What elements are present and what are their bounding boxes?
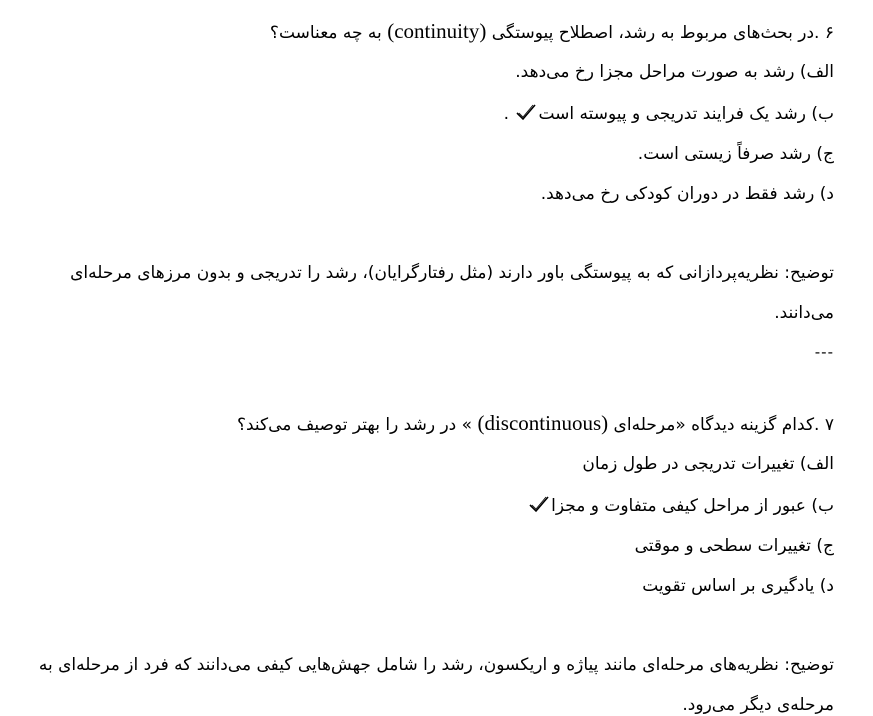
question-7-option-c: ج) تغییرات سطحی و موقتی: [634, 536, 834, 556]
question-text-pre: .کدام گزینه دیدگاه «مرحله‌ای: [613, 415, 820, 435]
question-7-option-d: د) یادگیری بر اساس تقویت: [642, 576, 834, 596]
question-7-stem: [237, 412, 834, 436]
check-mark-icon: [528, 494, 550, 516]
question-6-option-d: د) رشد فقط در دوران کودکی رخ می‌دهد.: [540, 184, 834, 204]
section-separator: ---: [814, 343, 834, 361]
question-number: ۷: [824, 415, 834, 435]
option-b-text: ب) عبور از مراحل کیفی متفاوت و مجزا: [551, 496, 834, 516]
question-text-post: » در رشد را بهتر توصیف می‌کند؟: [236, 415, 473, 435]
question-text-pre: .در بحث‌های مربوط به رشد، اصطلاح پیوستگی: [491, 23, 820, 43]
question-7-explanation-line1: توضیح: نظریه‌های مرحله‌ای مانند پیاژه و اریکسون، رشد را شامل جهش‌هایی کیفی می‌دانند که فرد از مرحله‌ای به: [38, 655, 834, 675]
question-term: (discontinuous): [477, 411, 609, 435]
question-6-explanation-line1: توضیح: نظریه‌پردازانی که به پیوستگی باور دارند (مثل رفتارگرایان)، رشد را تدریجی و بدون مرزهای مرحله‌ای: [70, 263, 834, 283]
question-7-explanation-line2: مرحله‌ی دیگر می‌رود.: [682, 695, 834, 715]
question-7-option-a: الف) تغییرات تدریجی در طول زمان: [582, 454, 834, 474]
question-number: ۶: [824, 23, 834, 43]
question-6-option-c: ج) رشد صرفاً زیستی است.: [637, 144, 834, 164]
question-text-post: به چه معناست؟: [269, 23, 382, 43]
option-b-tail: .: [503, 104, 510, 124]
check-mark-icon: [515, 102, 537, 124]
question-7-option-b: [527, 494, 834, 517]
question-6-option-a: الف) رشد به صورت مراحل مجزا رخ می‌دهد.: [515, 62, 834, 82]
question-6-explanation-line2: می‌دانند.: [774, 303, 834, 323]
option-b-text: ب) رشد یک فرایند تدریجی و پیوسته است: [538, 104, 834, 124]
question-term: (continuity): [387, 19, 487, 43]
question-6-stem: [270, 20, 834, 44]
question-6-option-b: [504, 102, 834, 125]
